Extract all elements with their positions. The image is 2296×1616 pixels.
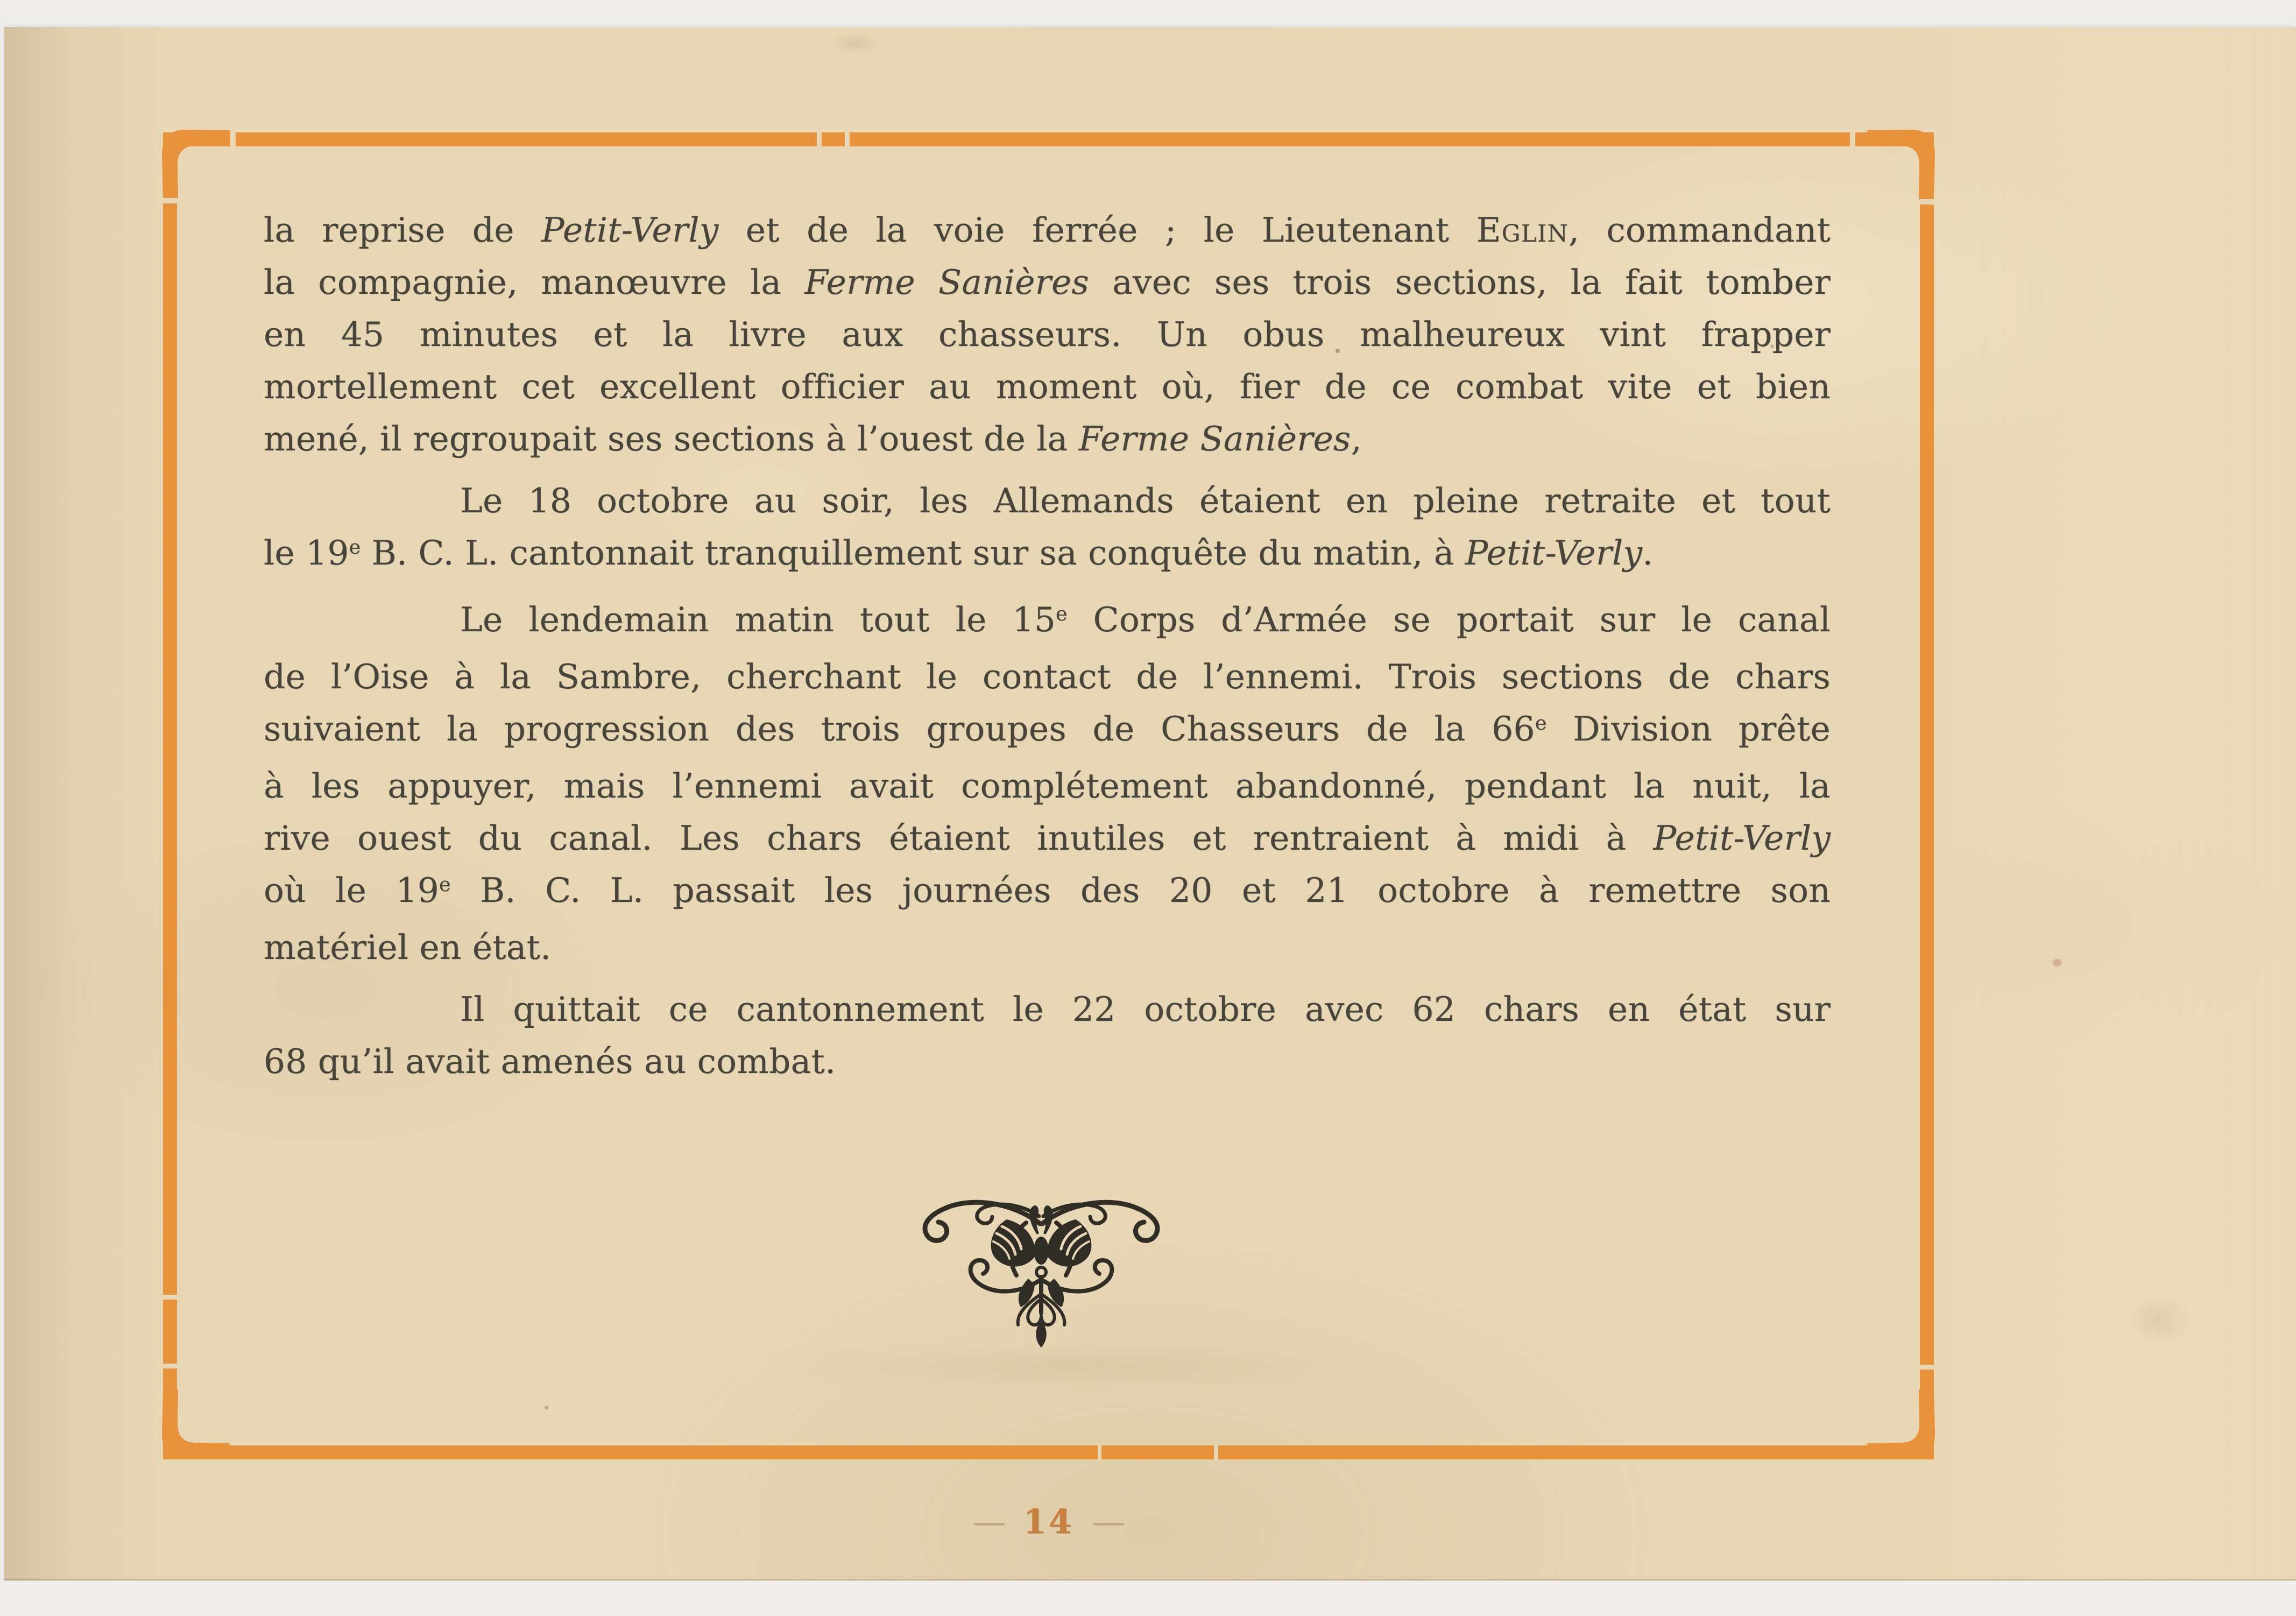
frame-break xyxy=(162,198,178,203)
frame-break xyxy=(1919,199,1935,204)
page-number: 14 xyxy=(1023,1502,1074,1541)
frame-corner-bottom-left xyxy=(160,1389,230,1459)
frame-break xyxy=(162,1364,178,1368)
foxing-stain xyxy=(2053,959,2061,966)
frame-break xyxy=(1098,1444,1101,1460)
page-footer xyxy=(163,1495,1934,1549)
frame-border-left xyxy=(163,132,177,1459)
frame-break xyxy=(162,1295,178,1300)
frame-border-bottom xyxy=(163,1445,1934,1459)
text-line: la compagnie, manœuvre la Ferme Sanières avec ses trois sections, la fait tomber xyxy=(264,263,1831,302)
foxing-stain xyxy=(2127,1296,2191,1344)
frame-break xyxy=(1919,1365,1935,1370)
text-line: 68 qu’il avait amenés au combat. xyxy=(264,1042,836,1081)
text-line: en 45 minutes et la livre aux chasseurs. Un obus malheureux vint frapper xyxy=(264,315,1831,354)
text-line: à les appuyer, mais l’ennemi avait complétement abandonné, pendant la nuit, la xyxy=(264,766,1831,806)
frame-break xyxy=(1850,131,1855,147)
text-line: de l’Oise à la Sambre, cherchant le contact de l’ennemi. Trois sections de chars xyxy=(264,657,1831,696)
paragraph xyxy=(264,594,1831,973)
frame-corner-bottom-right xyxy=(1867,1389,1937,1459)
frame-border-top xyxy=(163,132,1934,146)
text-line: mené, il regroupait ses sections à l’ouest de la Ferme Sanières, xyxy=(264,419,1362,458)
text-line: le 19e B. C. L. cantonnait tranquillement sur sa conquête du matin, à Petit-Verly. xyxy=(264,533,1654,573)
frame-border-right xyxy=(1920,132,1934,1459)
text-line: rive ouest du canal. Les chars étaient inutiles et rentraient à midi à Petit-Verly xyxy=(264,818,1831,858)
frame-break xyxy=(1214,1444,1218,1460)
verso-bleed-through xyxy=(745,1348,1412,1384)
text-line: la reprise de Petit-Verly et de la voie ferrée ; le Lieutenant Eglin, commandant xyxy=(264,210,1831,250)
frame-break xyxy=(817,131,822,147)
frame-break xyxy=(230,131,236,147)
text-line: Le lendemain matin tout le 15e Corps d’Armée se portait sur le canal xyxy=(460,600,1831,639)
ink-speck xyxy=(545,1406,548,1409)
body-text xyxy=(264,204,1831,1088)
page-number-dash-right: — xyxy=(1092,1502,1125,1541)
ink-speck xyxy=(1770,344,1774,348)
text-line: suivaient la progression des trois groupes de Chasseurs de la 66e Division prête xyxy=(264,709,1831,749)
paper-smudge xyxy=(831,32,880,54)
text-line: Le 18 octobre au soir, les Allemands étaient en pleine retraite et tout xyxy=(460,481,1831,520)
text-line: où le 19e B. C. L. passait les journées des 20 et 21 octobre à remettre son xyxy=(264,871,1831,910)
text-line: mortellement cet excellent officier au moment où, fier de ce combat vite et bien xyxy=(264,367,1831,406)
frame-break xyxy=(845,131,850,147)
text-line: matériel en état. xyxy=(264,928,552,967)
ink-speck xyxy=(1336,349,1340,353)
paragraph xyxy=(264,204,1831,465)
frame-corner-top-left xyxy=(160,129,230,199)
text-line: Il quittait ce cantonnement le 22 octobre avec 62 chars en état sur xyxy=(460,990,1831,1029)
paragraph xyxy=(264,475,1831,584)
paragraph xyxy=(264,983,1831,1088)
page-number-dash-left: — xyxy=(972,1502,1005,1541)
frame-corner-top-right xyxy=(1867,129,1937,199)
fleuron-ornament-icon xyxy=(901,1188,1181,1350)
